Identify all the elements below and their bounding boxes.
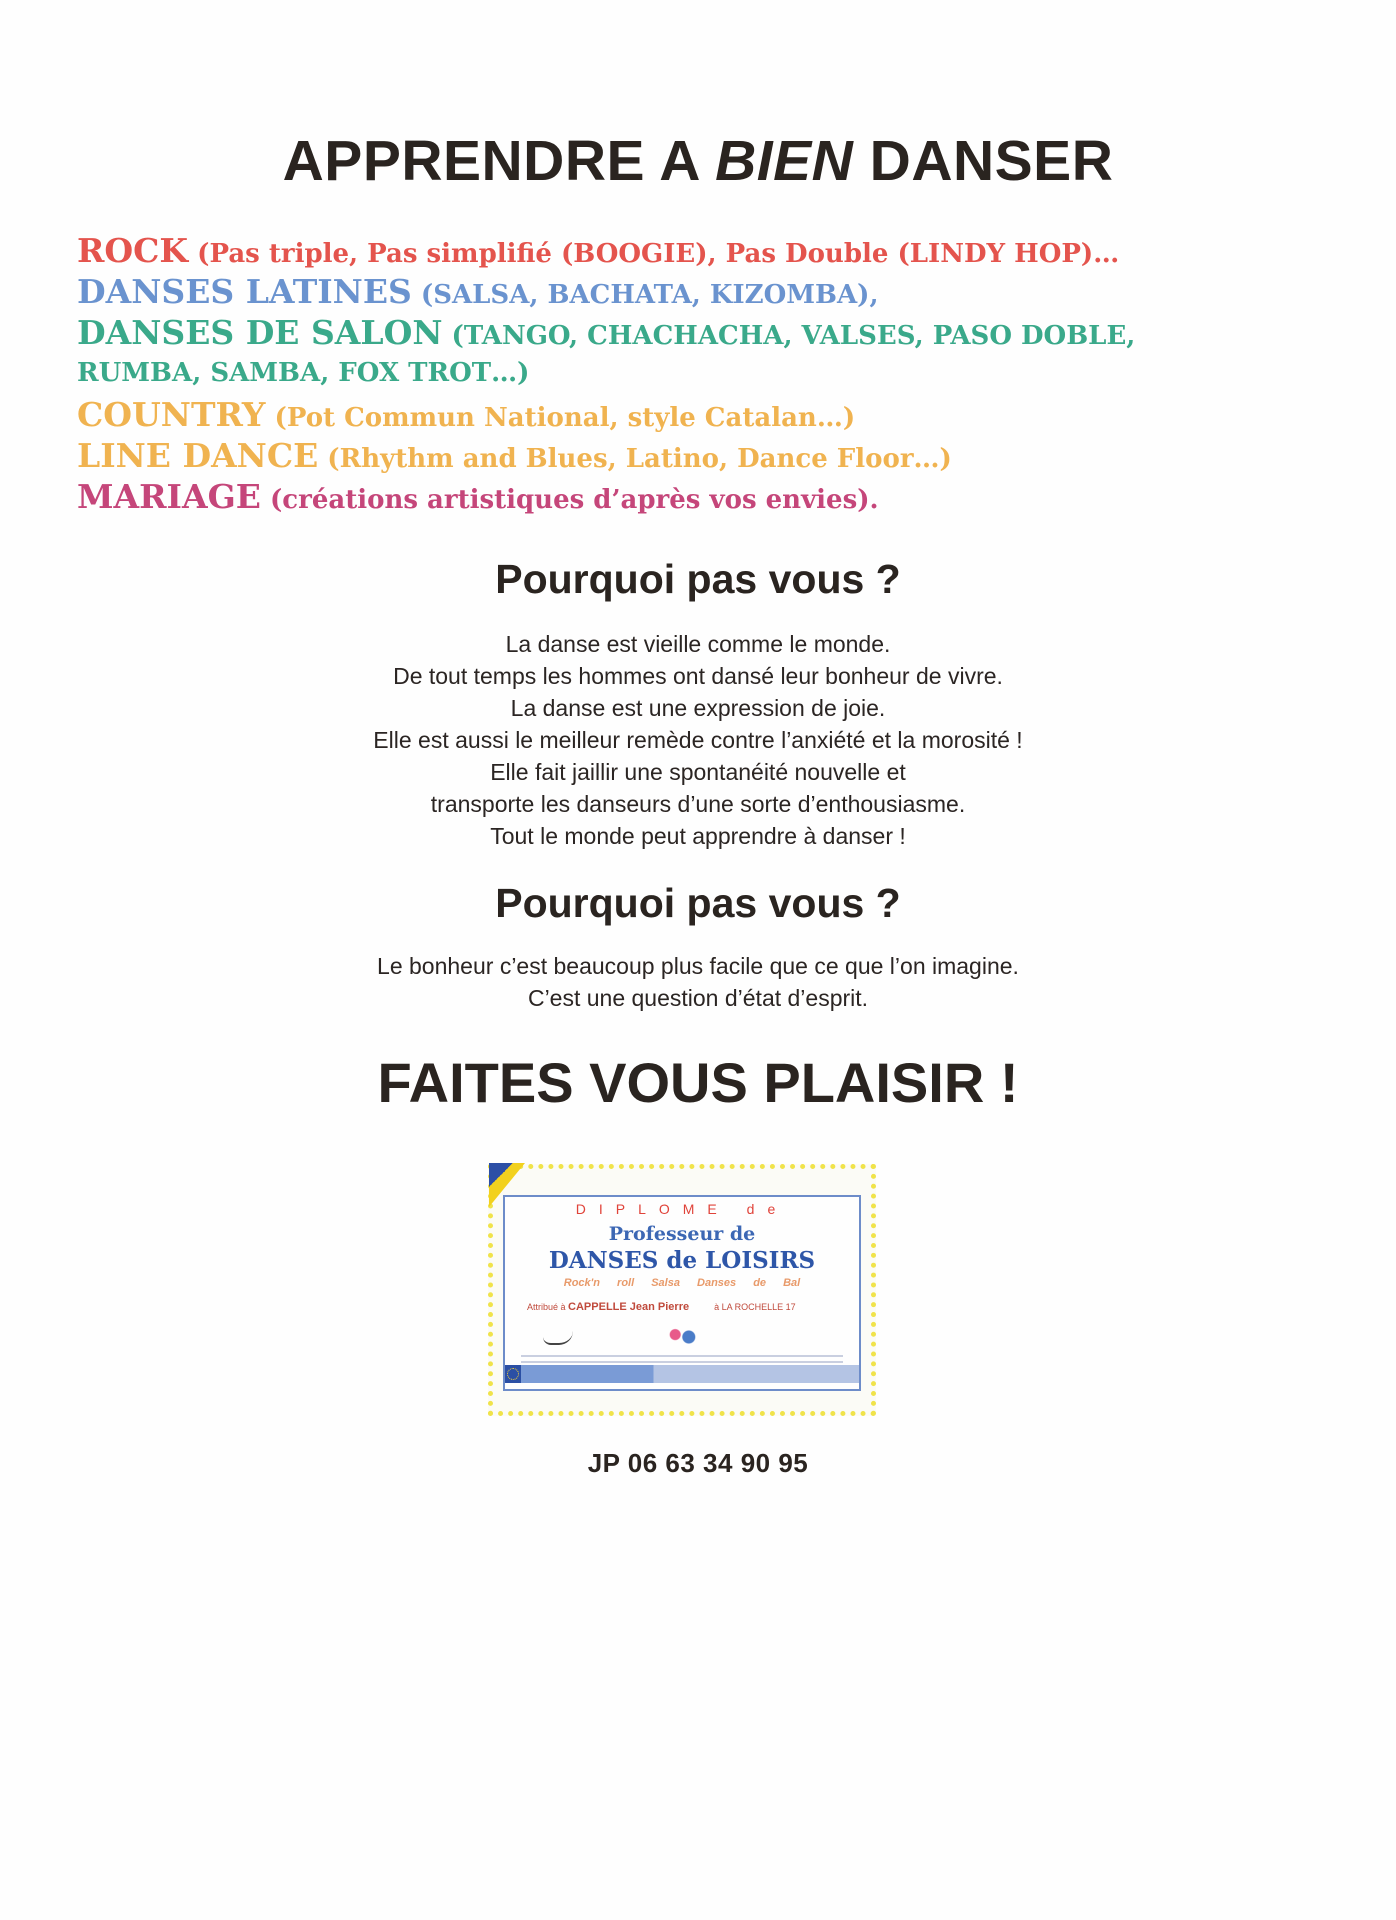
dance-details-mariage: (créations artistiques d’après vos envies). — [260, 485, 879, 515]
diploma-attribue-label: Attribué à — [527, 1302, 566, 1312]
dance-details-line-dance: (Rhythm and Blues, Latino, Dance Floor…) — [318, 444, 952, 474]
eu-flag-icon — [507, 1368, 519, 1380]
dance-line-rock — [77, 230, 1357, 271]
text-line: Tout le monde peut apprendre à danser ! — [490, 823, 906, 849]
diploma-professeur: Professeur de — [608, 1223, 756, 1245]
fine-print — [521, 1361, 843, 1363]
fine-print — [521, 1355, 843, 1357]
diploma-danses: DANSES de LOISIRS — [548, 1247, 816, 1274]
dance-category-country: COUNTRY — [77, 395, 266, 434]
dance-styles-list — [77, 230, 1357, 517]
dance-details-latines: (SALSA, BACHATA, KIZOMBA), — [411, 280, 879, 310]
diploma-styles: Rock'n roll Salsa Danses de Bal — [563, 1277, 801, 1289]
title-emphasis: BIEN — [715, 129, 854, 193]
text-line: Le bonheur c’est beaucoup plus facile que ce que l’on imagine. — [377, 953, 1019, 979]
dance-line-country — [77, 394, 1357, 435]
closing-slogan: FAITES VOUS PLAISIR ! — [377, 1051, 1019, 1114]
dance-category-rock: ROCK — [77, 231, 189, 270]
text-line: C’est une question d’état d’esprit. — [527, 985, 869, 1011]
dance-details-rock: (Pas triple, Pas simplifié (BOOGIE), Pas Double (LINDY HOP)… — [188, 239, 1120, 269]
section-1-text — [0, 628, 1396, 852]
dance-category-line-dance: LINE DANCE — [77, 436, 319, 475]
phone-number: JP 06 63 34 90 95 — [587, 1448, 809, 1478]
dance-line-line-dance — [77, 435, 1357, 476]
dance-line-mariage — [77, 476, 1357, 517]
diploma-label: DIPLOME de — [575, 1201, 789, 1217]
diploma-footer-band — [505, 1365, 859, 1383]
text-line: La danse est vieille comme le monde. — [505, 631, 891, 657]
dance-category-salon: DANSES DE SALON — [77, 313, 443, 352]
diploma-attribution — [527, 1301, 796, 1313]
dancers-icon — [665, 1325, 699, 1349]
diploma-location: à LA ROCHELLE 17 — [714, 1302, 796, 1312]
text-line: Elle fait jaillir une spontanéité nouvelle et — [490, 759, 906, 785]
text-line: transporte les danseurs d’une sorte d’enthousiasme. — [430, 791, 966, 817]
dance-details-salon: (TANGO, CHACHACHA, VALSES, PASO DOBLE, — [442, 321, 1136, 351]
dance-category-latines: DANSES LATINES — [77, 272, 412, 311]
diploma-image — [488, 1164, 876, 1416]
section-2-heading: Pourquoi pas vous ? — [495, 880, 901, 926]
signature-icon — [543, 1331, 573, 1345]
text-line: De tout temps les hommes ont dansé leur bonheur de vivre. — [393, 663, 1003, 689]
dance-line-latines — [77, 271, 1357, 312]
section-1-heading: Pourquoi pas vous ? — [495, 556, 901, 602]
dance-category-mariage: MARIAGE — [77, 477, 261, 516]
section-2-text — [0, 950, 1396, 1014]
diploma-frame — [503, 1195, 861, 1391]
dance-details-country: (Pot Commun National, style Catalan…) — [265, 403, 856, 433]
title-part-1: APPRENDRE A — [282, 129, 716, 193]
dance-line-salon-cont — [77, 353, 1357, 394]
dance-details-salon-2: RUMBA, SAMBA, FOX TROT…) — [77, 358, 530, 388]
text-line: Elle est aussi le meilleur remède contre l’anxiété et la morosité ! — [373, 727, 1023, 753]
text-line: La danse est une expression de joie. — [510, 695, 886, 721]
title-part-2: DANSER — [853, 129, 1114, 193]
dance-line-salon — [77, 312, 1357, 353]
page-title — [0, 128, 1396, 194]
diploma-recipient: CAPPELLE Jean Pierre — [568, 1301, 690, 1313]
